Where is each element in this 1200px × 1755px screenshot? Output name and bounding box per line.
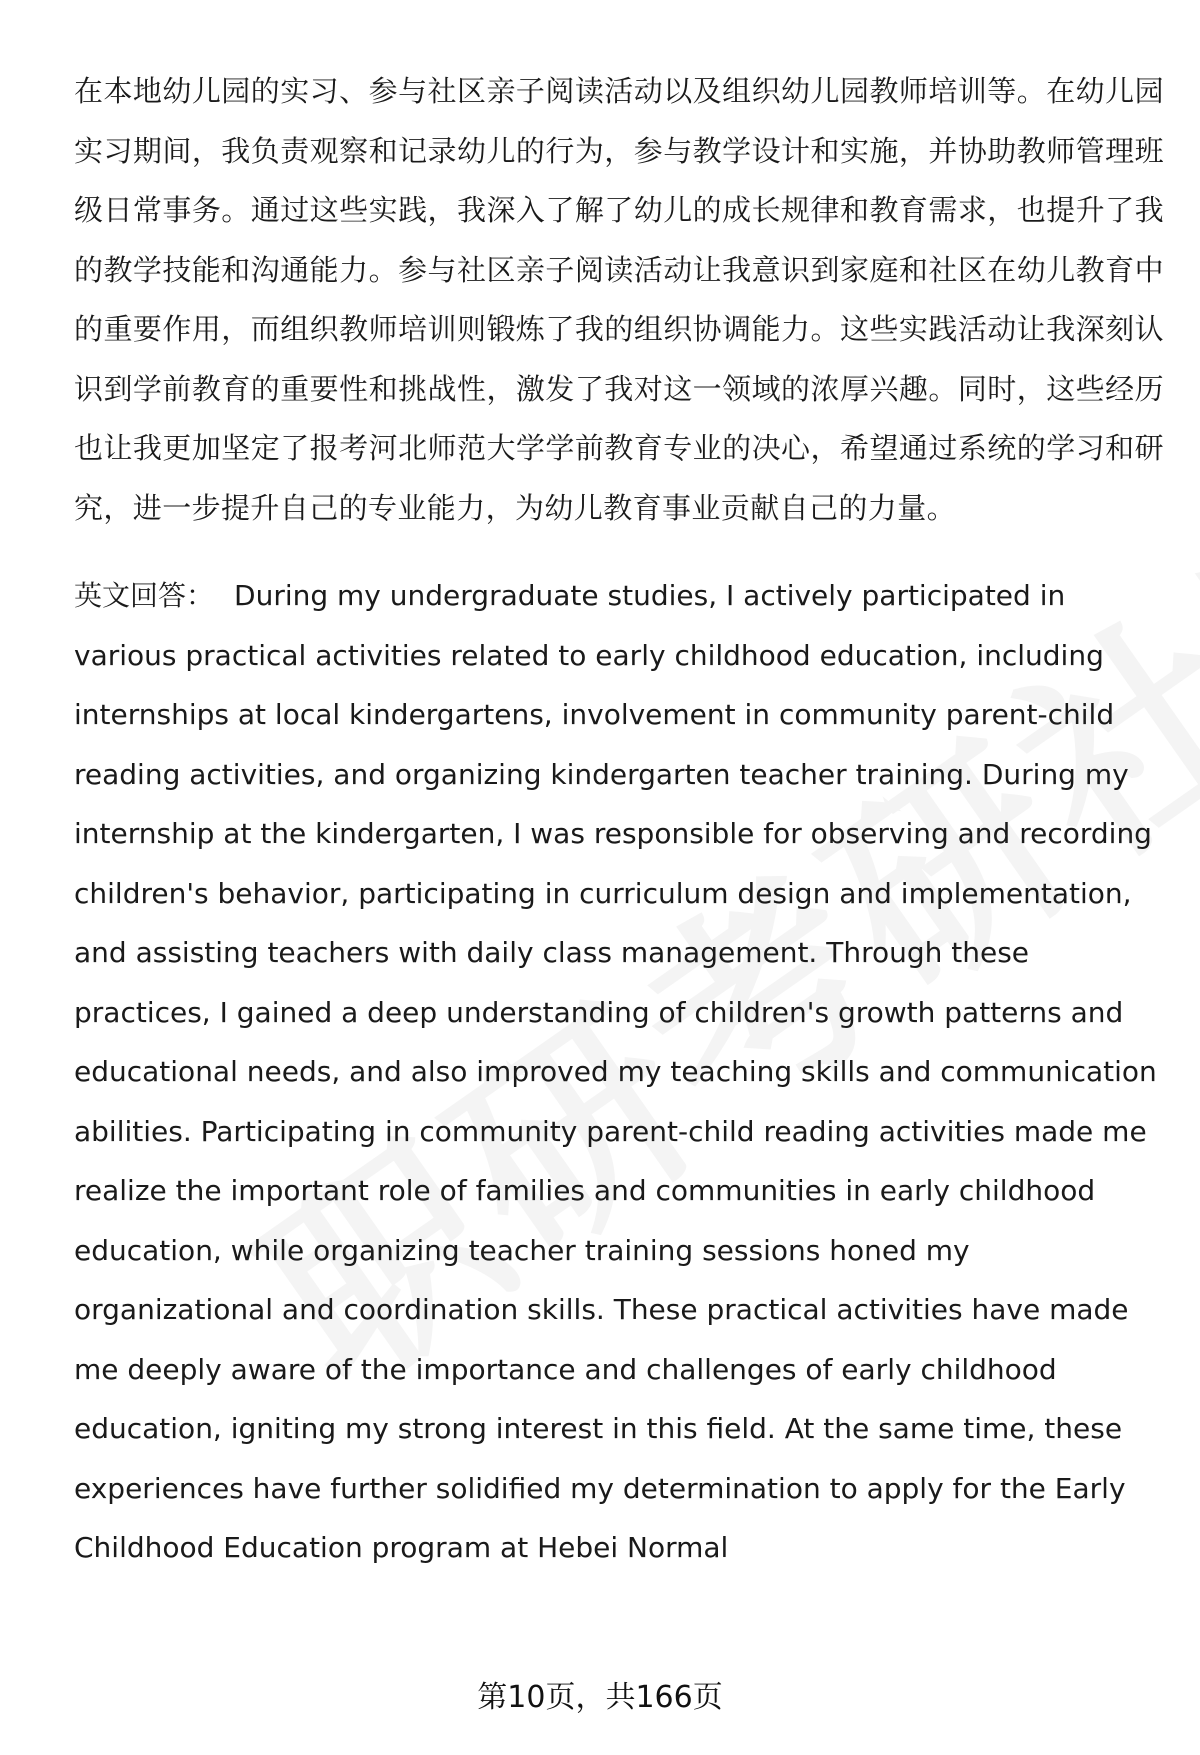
- chinese-answer-paragraph: 在本地幼儿园的实习、参与社区亲子阅读活动以及组织幼儿园教师培训等。在幼儿园实习期间，我负责观察和记录幼儿的行为，参与教学设计和实施，并协助教师管理班级日常事务。通过这些实践，我深入了解了幼儿的成长规律和教育需求，也提升了我的教学技能和沟通能力。参与社区亲子阅读活动让我意识到家庭和社区在幼儿教育中的重要作用，而组织教师培训则锻炼了我的组织协调能力。这些实践活动让我深刻认识到学前教育的重要性和挑战性，激发了我对这一领域的浓厚兴趣。同时，这些经历也让我更加坚定了报考河北师范大学学前教育专业的决心，希望通过系统的学习和研究，进一步提升自己的专业能力，为幼儿教育事业贡献自己的力量。: [74, 74, 1164, 525]
- page-number-footer: 第10页，共166页: [477, 1680, 723, 1715]
- document-body: [74, 62, 1164, 1578]
- english-answer-text: During my undergraduate studies, I actively participated in various practical activities related to early childhood education, including internships at local kindergartens, involvement in community parent-child reading activities, and organizing kindergarten teacher training. During my internship at the kindergarten, I was responsible for observing and recording children's behavior, participating in curriculum design and implementation, and assisting teachers with daily class management. Through these practices, I gained a deep understanding of children's growth patterns and educational needs, and also improved my teaching skills and communication abilities. Participating in community parent-child reading activities made me realize the important role of families and communities in early childhood education, while organizing teacher training sessions honed my organizational and coordination skills. These practical activities have made me deeply aware of the importance and challenges of early childhood education, igniting my strong interest in this field. At the same time, these experiences have further solidified my determination to apply for the Early Childhood Education program at Hebei Normal: [74, 579, 1157, 1564]
- english-answer-label: 英文回答：: [74, 579, 215, 612]
- english-answer-paragraph: [74, 566, 1164, 1578]
